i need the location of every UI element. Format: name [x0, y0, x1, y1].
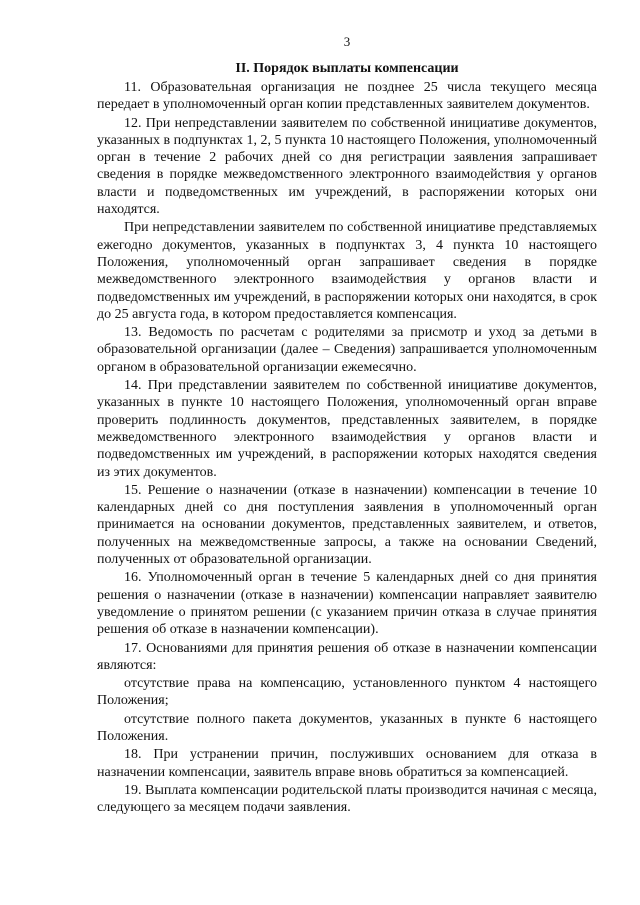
paragraph-12-continued: При непредставлении заявителем по собственной инициативе представляемых ежегодно документов, указанных в подпунктах 3, 4 пункта 10 настоящего Положения, уполномоченный орган запрашивает сведения в порядке межведомственного электронного взаимодействия у органов власти и подведомственных им учреждений, в распоряжении которых они находятся, в срок до 25 августа года, в котором предоставляется компенсация. [97, 220, 597, 322]
paragraph-18: 18. При устранении причин, послуживших основанием для отказа в назначении компенсации, заявитель вправе вновь обратиться за компенсацией. [97, 747, 597, 780]
page-number: 3 [343, 34, 351, 49]
paragraph-15: 15. Решение о назначении (отказе в назначении) компенсации в течение 10 календарных дней со дня поступления заявления в уполномоченный орган принимается на основании документов, представленных заявителем, и ответов, полученных на межведомственные запросы, а также на основании Сведений, полученных от образовательной организации. [97, 482, 597, 568]
paragraph-13: 13. Ведомость по расчетам с родителями за присмотр и уход за детьми в образовательной организации (далее – Сведения) запрашивается уполномоченным органом в образовательной организации ежемесячно. [97, 325, 597, 375]
paragraph-17: 17. Основаниями для принятия решения об отказе в назначении компенсации являются: [97, 640, 597, 673]
section-title: II. Порядок выплаты компенсации [235, 61, 459, 76]
paragraph-17-reason-2: отсутствие полного пакета документов, указанных в пункте 6 настоящего Положения. [97, 711, 597, 744]
paragraph-11: 11. Образовательная организация не позднее 25 числа текущего месяца передает в уполномоченный орган копии представленных заявителем документов. [97, 80, 597, 113]
paragraph-12: 12. При непредставлении заявителем по собственной инициативе документов, указанных в подпунктах 1, 2, 5 пункта 10 настоящего Положения, уполномоченный орган в течение 2 рабочих дней со дня регистрации заявления запрашивает сведения в порядке межведомственного электронного взаимодействия у органов власти и подведомственных им учреждений, в распоряжении которых они находятся. [97, 115, 597, 218]
paragraph-19: 19. Выплата компенсации родительской платы производится начиная с месяца, следующего за месяцем подачи заявления. [97, 782, 597, 816]
paragraph-17-reason-1: отсутствие права на компенсацию, установленного пунктом 4 настоящего Положения; [97, 676, 597, 709]
paragraph-14: 14. При представлении заявителем по собственной инициативе документов, указанных в пункте 10 настоящего Положения, уполномоченный орган вправе проверить подлинность документов, представленных заявителем, в порядке межведомственного электронного взаимодействия у органов власти и подведомственных им учреждений, в распоряжении которых находятся сведения из этих документов. [97, 378, 597, 480]
paragraph-16: 16. Уполномоченный орган в течение 5 календарных дней со дня принятия решения о назначении (отказе в назначении) компенсации направляет заявителю уведомление о принятом решении (с указанием причин отказа в случае принятия решения об отказе в назначении компенсации). [97, 570, 597, 638]
document-page [97, 34, 597, 816]
